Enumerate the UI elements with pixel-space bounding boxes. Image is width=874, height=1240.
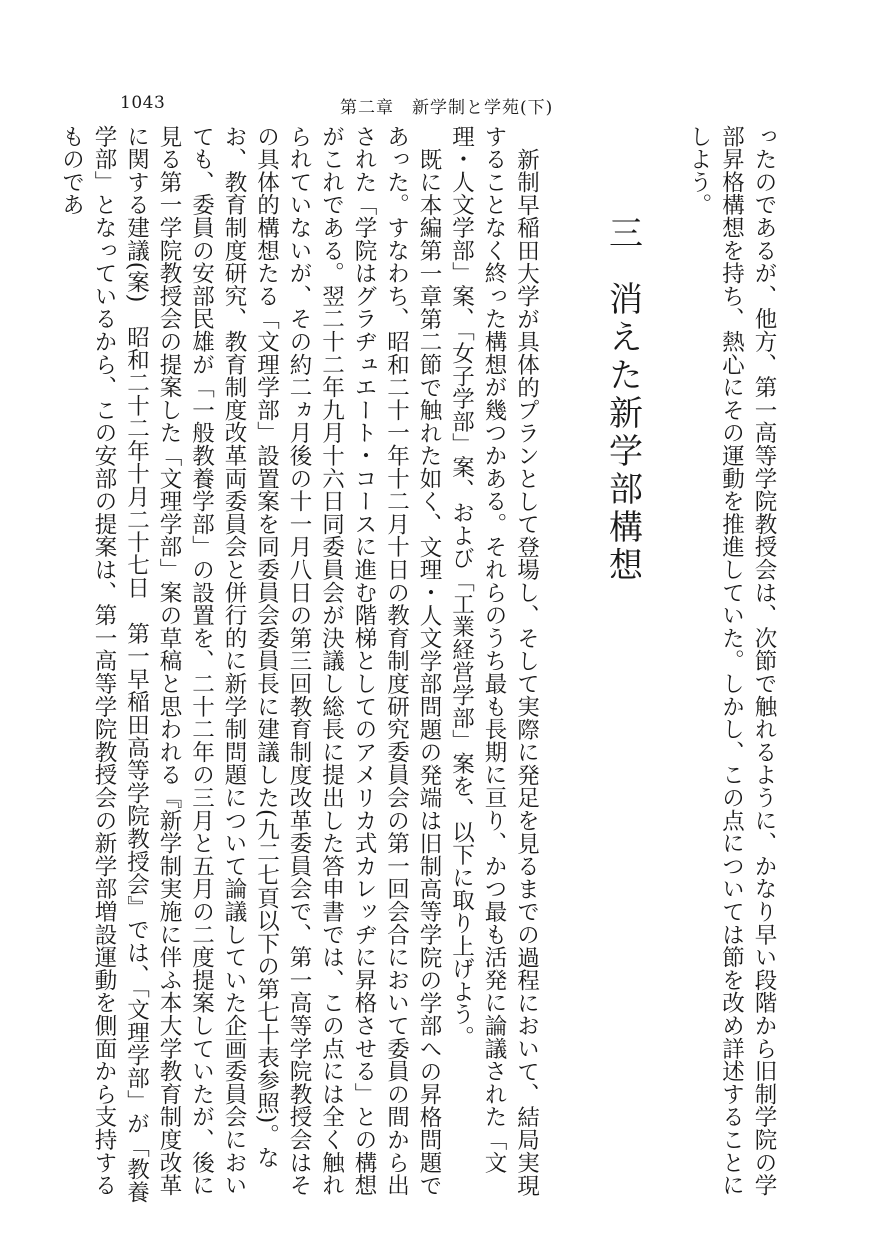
section-title: 消えた新学部構想 [602,281,643,585]
section-number: 三 [602,215,643,253]
page-number: 1043 [120,93,166,113]
paragraph-1: 新制早稲田大学が具体的プランとして登場し、そして実際に発足を見るまでの過程において、結局実現することなく終った構想が幾つかある。それらのうち最も長期に亘り、かつ最も活発に論議された「文理・人文学部」案、「女子学部」案、および「工業経営学部」案を、以下に取り上げよう。 [448,125,540,1197]
section-heading [543,125,683,1205]
paragraph-2: 既に本編第一章第二節で触れた如く、文理・人文学部問題の発端は旧制高等学院の学部への昇格問題であった。すなわち、昭和二十一年十二月十日の教育制度研究委員会の第一回会合において委員の間から出された「学院はグラヂュエート・コースに進む階梯としてのアメリカ式カレッヂに昇格させる」との構想がこれである。翌二十二年九月十六日同委員会が決議し総長に提出した答申書では、この点には全く触れられていないが、その約二ヵ月後の十一月八日の第三回教育制度改革委員会で、第一高等学院教授会はその具体的構想たる「文理学部」設置案を同委員会委員長に建議した(九二七頁以下の第七十表参照)。なお、教育制度研究、教育制度改革両委員会と併行的に新学制問題について論議していた企画委員会においても、委員の安部民雄が「一般教養学部」の設置を、二十二年の三月と五月の二度提案していたが、後に見る第一学院教授会の提案した「文理学部」案の草稿と思われる『新学制実施に伴ふ本大学教育制度改革に関する建議(案) 昭和二十二年十月二十七日 第一早稲田高等学院教授会』では、「文理学部」が「教養学部」となっているから、この安部の提案は、第一高等学院教授会の新学部増設運動を側面から支持するものであ [58,125,442,1204]
continuation-paragraph: ったのであるが、他方、第一高等学院教授会は、次節で触れるように、かなり早い段階から旧制学院の学部昇格構想を持ち、熱心にその運動を推進していた。しかし、この点については節を改め詳述することにしよう。 [686,125,777,1197]
running-header: 第二章 新学制と学苑(下) [340,98,554,118]
body-text [58,125,780,1205]
